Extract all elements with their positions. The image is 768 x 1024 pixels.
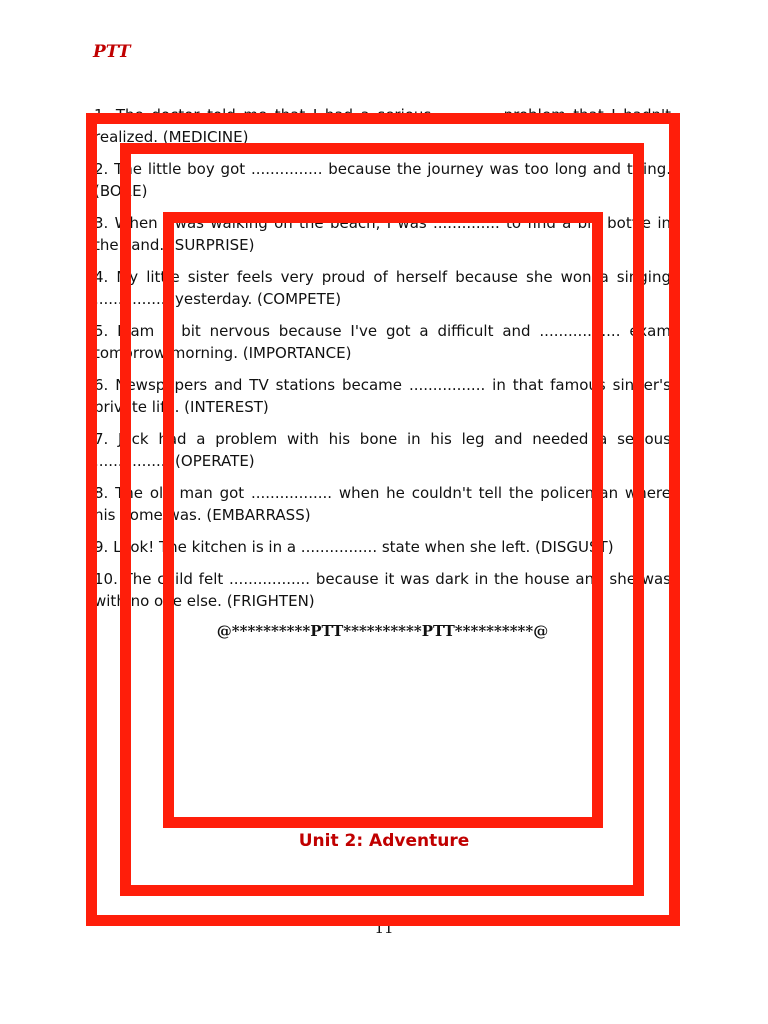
exercise-item: 8. The old man got ................. when he couldn't tell the policeman where his home was. (EMBARRASS)	[94, 484, 671, 524]
exercise-item: 5. I am a bit nervous because I've got a difficult and ................. exam tomorrow morning. (IMPORTANCE)	[94, 322, 671, 362]
exercise-item: 6. Newspapers and TV stations became ................ in that famous singer's private life. (INTEREST)	[94, 376, 671, 416]
separator-line: @**********PTT**********PTT**********@	[216, 622, 549, 640]
exercise-item: 9. Look! The kitchen is in a ................ state when she left. (DISGUST)	[94, 538, 614, 556]
document-header: PTT	[93, 42, 131, 62]
exercise-item: 1. The doctor told me that I had a serious ............ problem that I hadn't realized. (MEDICINE)	[94, 106, 671, 146]
exercise-item: 2. The little boy got ............... because the journey was too long and tiring. (BORE)	[94, 160, 671, 200]
unit-title: Unit 2: Adventure	[298, 831, 470, 851]
exercise-item: 3. When I was walking on the beach, I was .............. to find a big bottle in the sand. (SURPRISE)	[94, 214, 671, 254]
exercise-item: 7. Jack had a problem with his bone in his leg and needed a serious ................ (OPERATE)	[94, 430, 671, 470]
exercise-item: 10. The child felt ................. because it was dark in the house and she was with no one else. (FRIGHTEN)	[94, 570, 671, 610]
inner-frame	[163, 212, 603, 828]
exercise-item: 4. My little sister feels very proud of herself because she won a singing ................ yesterday. (COMPETE)	[94, 268, 671, 308]
page-number: 11	[374, 919, 394, 937]
